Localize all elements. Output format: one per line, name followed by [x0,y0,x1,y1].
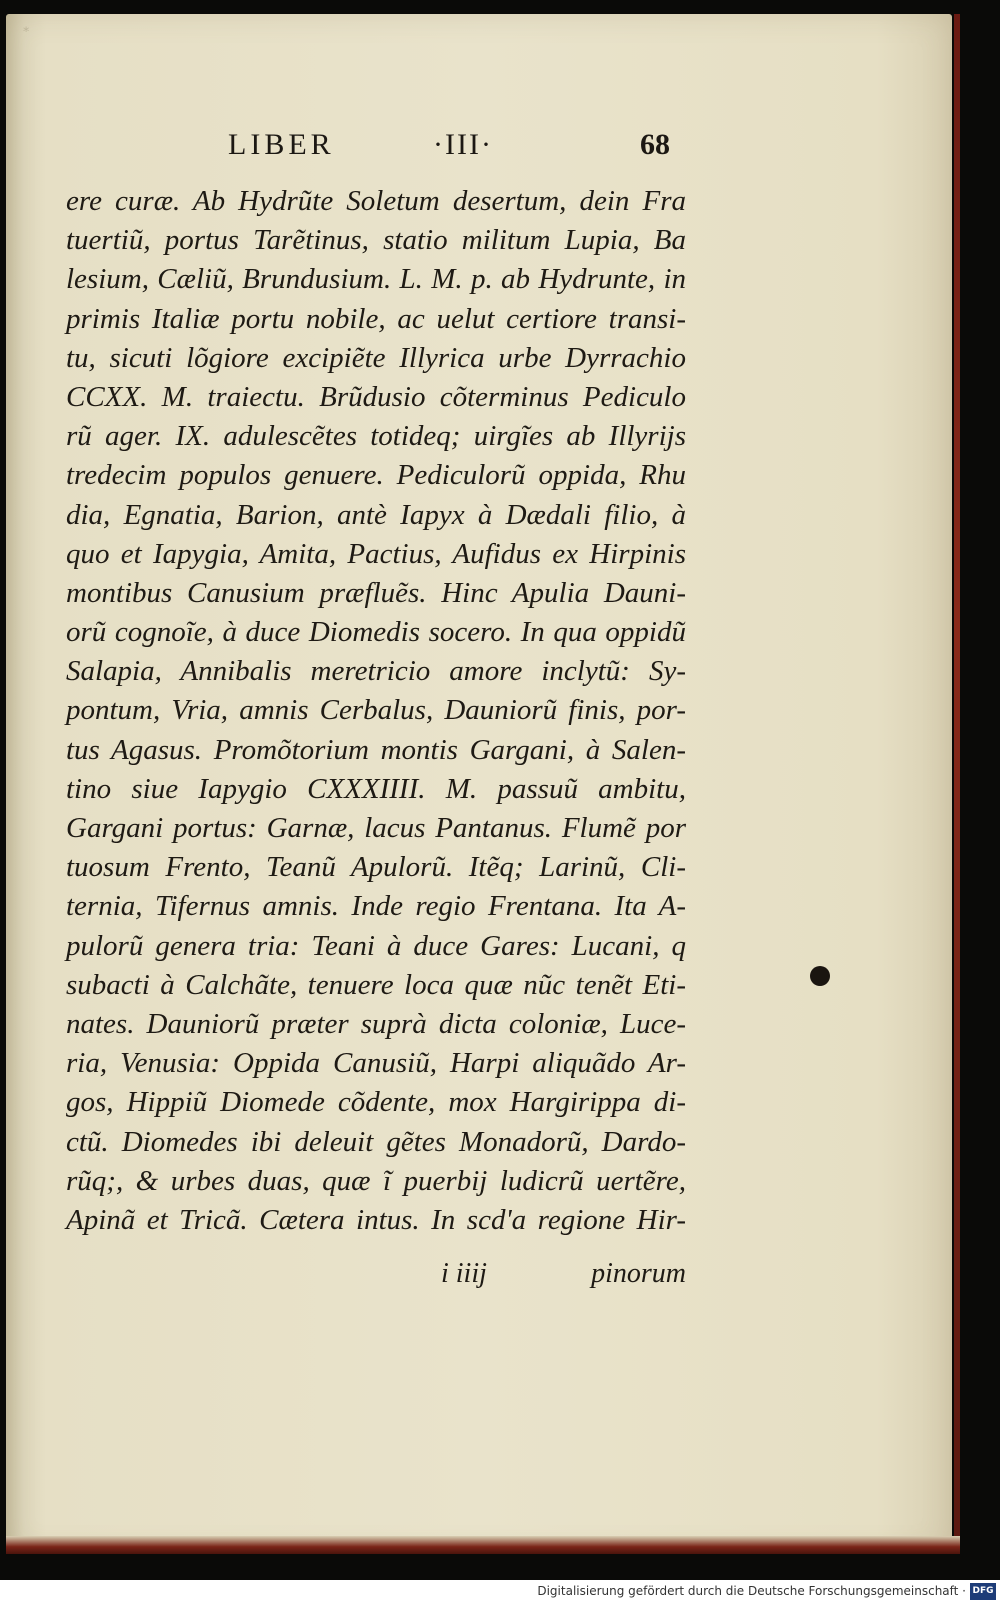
text-line: rũq;, & urbes duas, quæ ĩ puerbij ludicrũ uertẽre, [66,1164,686,1197]
corner-mark-icon: ∗ [22,22,31,36]
text-line: subacti à Calchãte, tenuere loca quæ nũc tenẽt Eti- [66,968,686,1001]
catchword-row [66,1258,686,1298]
running-head-title: LIBER [228,128,335,161]
text-line: nates. Dauniorũ præter suprà dicta coloniæ, Luce- [66,1007,686,1040]
text-line: dia, Egnatia, Barion, antè Iapyx à Dædali filio, à [66,498,686,531]
text-line: tino siue Iapygio CXXXIIII. M. passuũ ambitu, [66,772,686,805]
text-line: pontum, Vria, amnis Cerbalus, Dauniorũ finis, por- [66,694,686,727]
ink-blot [810,966,830,986]
text-line: tredecim populos genuere. Pediculorũ oppida, Rhu [66,459,686,492]
text-line: Apinã et Tricã. Cætera intus. In scd'a regione Hir- [66,1203,686,1236]
text-line: pulorũ genera tria: Teani à duce Gares: Lucani, q [66,929,686,962]
text-line: montibus Canusium præfluẽs. Hinc Apulia Dauni- [66,576,686,609]
text-line: orũ cognoĩe, à duce Diomedis socero. In qua oppidũ [66,616,686,649]
text-line: Salapia, Annibalis meretricio amore inclytũ: Sy- [66,655,686,688]
signature-mark: i iiij [441,1258,487,1289]
text-line: tu, sicuti lõgiore excipiẽte Illyrica urbe Dyrrachio [66,341,686,374]
text-line: ctũ. Diomedes ibi deleuit gẽtes Monadorũ, Dardo- [66,1125,686,1158]
text-line: CCXX. M. traiectu. Brũdusio cõterminus Pediculo [66,380,686,413]
running-head-book-number: ·III· [433,128,493,161]
funding-credit: Digitalisierung gefördert durch die Deutsche Forschungsgemeinschaft · [537,1584,966,1598]
text-line: ere curæ. Ab Hydrũte Soletum desertum, dein Fra [66,185,686,217]
catchword: pinorum [591,1258,686,1289]
text-line: tuosum Frento, Teanũ Apulorũ. Itẽq; Larinũ, Cli- [66,851,686,884]
text-line: quo et Iapygia, Amita, Pactius, Aufidus ex Hirpinis [66,537,686,570]
text-line: rũ ager. IX. adulescẽtes totideq; uirgĩes ab Illyrijs [66,420,686,453]
text-line: tuertiũ, portus Tarẽtinus, statio militum Lupia, Ba [66,224,686,257]
text-line: ternia, Tifernus amnis. Inde regio Frentana. Ita A- [66,890,686,923]
text-line: lesium, Cæliũ, Brundusium. L. M. p. ab Hydrunte, in [66,263,686,296]
page-edge [954,14,960,1554]
text-line: ria, Venusia: Oppida Canusiũ, Harpi aliquãdo Ar- [66,1047,686,1080]
text-line: Gargani portus: Garnæ, lacus Pantanus. Flumẽ por [66,812,686,844]
body-text [66,182,686,1240]
text-line: gos, Hippiũ Diomede cõdente, mox Hargirippa di- [66,1086,686,1119]
digitization-footer [0,1580,1000,1604]
dfg-logo: DFG [970,1583,996,1600]
page-bottom-edge [6,1536,960,1554]
folio-number: 68 [640,128,670,161]
text-line: tus Agasus. Promõtorium montis Gargani, à Salen- [66,733,686,766]
running-head [228,128,688,168]
text-line: primis Italiæ portu nobile, ac uelut certiore transi- [66,302,686,335]
